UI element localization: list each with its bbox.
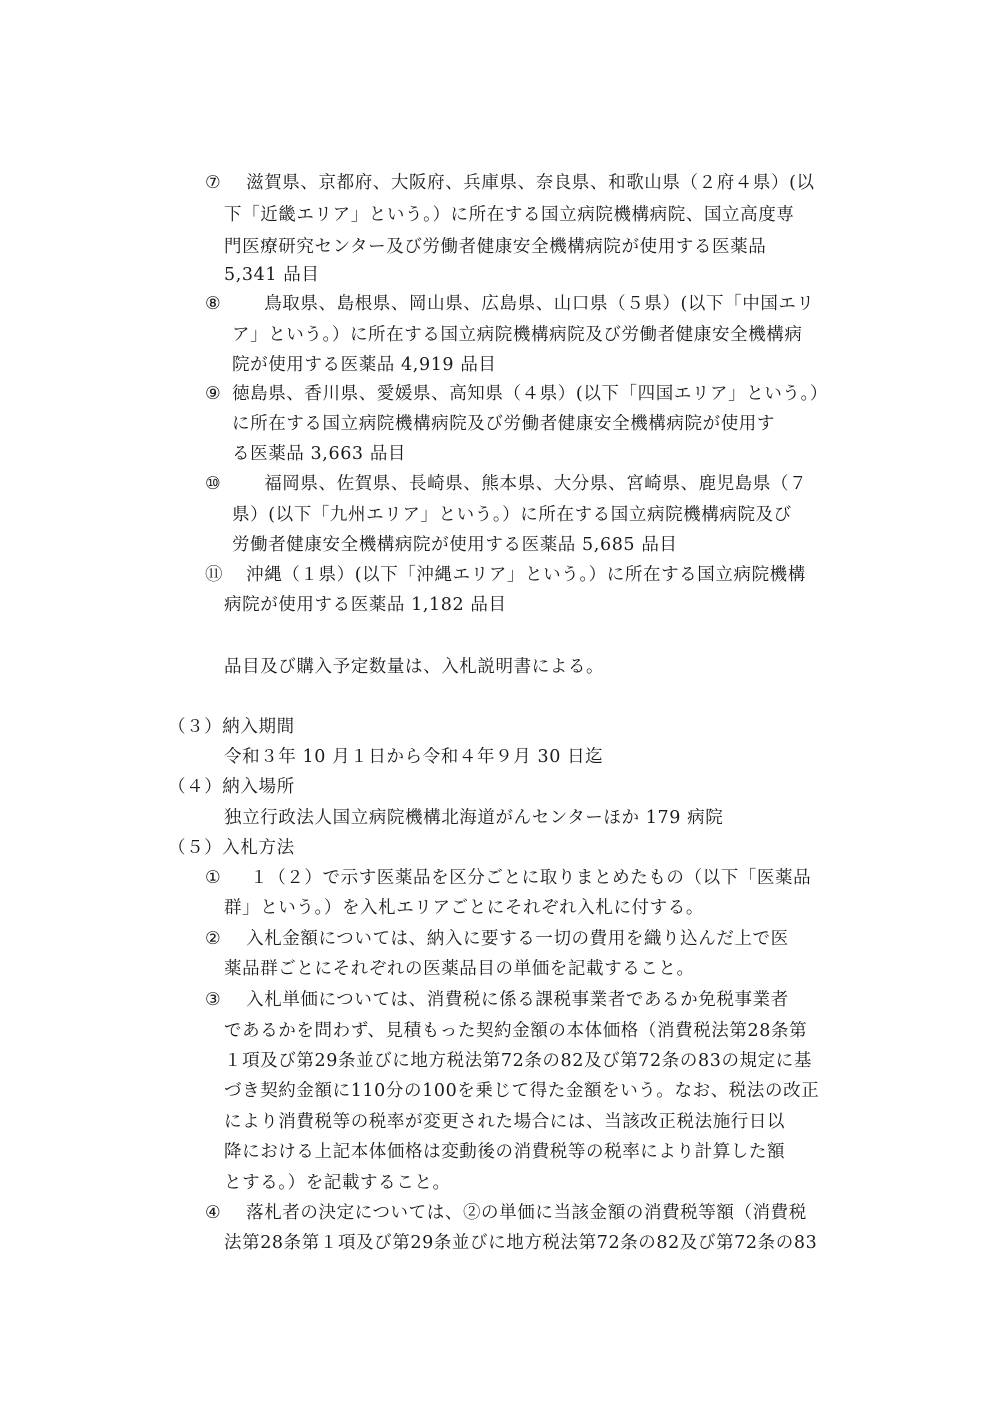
item-8-number: ⑧ <box>205 294 222 314</box>
s5-item-1-number: ① <box>205 868 222 888</box>
s5-item-3-line-1: 入札単価については、消費税に係る課税事業者であるか免税事業者 <box>228 990 789 1010</box>
item-10-number: ⑩ <box>205 474 222 494</box>
item-7-number: ⑦ <box>205 173 222 193</box>
s5-item-3-line-7: とする。）を記載すること。 <box>224 1173 451 1193</box>
s5-item-3-line-6: 降における上記本体価格は変動後の消費税等の税率により計算した額 <box>224 1142 786 1162</box>
s5-item-1-line-2: 群」という。）を入札エリアごとにそれぞれ入札に付する。 <box>224 898 704 918</box>
section-4-heading: （４）納入場所 <box>168 777 295 797</box>
item-9-line-1: 徳島県、香川県、愛媛県、高知県（４県）(以下「四国エリア」という。） <box>232 384 828 404</box>
item-7-line-1: 滋賀県、京都府、大阪府、兵庫県、奈良県、和歌山県（２府４県）(以 <box>228 173 815 193</box>
s5-item-4-number: ④ <box>205 1203 222 1223</box>
s5-item-3-line-5: により消費税等の税率が変更された場合には、当該改正税法施行日以 <box>224 1112 786 1132</box>
section-3-heading: （３）納入期間 <box>168 717 295 737</box>
s5-item-1-line-1: １（２）で示す医薬品を区分ごとに取りまとめたもの（以下「医薬品 <box>232 868 812 888</box>
s5-item-3-number: ③ <box>205 990 222 1010</box>
item-9-number: ⑨ <box>205 384 222 404</box>
s5-item-3-line-2: であるかを問わず、見積もった契約金額の本体価格（消費税法第28条第 <box>224 1021 808 1041</box>
item-9-line-3: る医薬品 3,663 品目 <box>232 444 407 464</box>
s5-item-2-line-2: 薬品群ごとにそれぞれの医薬品目の単価を記載すること。 <box>224 959 695 979</box>
s5-item-2-number: ② <box>205 929 222 949</box>
section-5-heading: （５）入札方法 <box>168 838 295 858</box>
s5-item-4-line-2: 法第28条第１項及び第29条並びに地方税法第72条の82及び第72条の83 <box>224 1233 818 1253</box>
item-10-line-1: 福岡県、佐賀県、長崎県、熊本県、大分県、宮崎県、鹿児島県（７ <box>228 474 808 494</box>
s5-item-3-line-3: １項及び第29条並びに地方税法第72条の82及び第72条の83の規定に基 <box>224 1051 812 1071</box>
item-11-line-1: 沖縄（１県）(以下「沖縄エリア」という。）に所在する国立病院機構 <box>228 565 806 585</box>
section-3-body: 令和３年 10 月１日から令和４年９月 30 日迄 <box>224 747 604 767</box>
item-7-line-2: 下「近畿エリア」という。）に所在する国立病院機構病院、国立高度専 <box>224 205 795 225</box>
section-4-body: 独立行政法人国立病院機構北海道がんセンターほか 179 病院 <box>224 808 724 828</box>
quantity-note: 品目及び購入予定数量は、入札説明書による。 <box>224 657 605 677</box>
item-8-line-1: 鳥取県、島根県、岡山県、広島県、山口県（５県）(以下「中国エリ <box>228 294 815 314</box>
item-7-line-3: 門医療研究センター及び労働者健康安全機構病院が使用する医薬品 <box>224 237 767 257</box>
s5-item-4-line-1: 落札者の決定については、②の単価に当該金額の消費税等額（消費税 <box>228 1203 807 1223</box>
item-11-line-2: 病院が使用する医薬品 1,182 品目 <box>224 595 507 615</box>
item-9-line-2: に所在する国立病院機構病院及び労働者健康安全機構病院が使用す <box>232 414 775 434</box>
item-8-line-2: ア」という。）に所在する国立病院機構病院及び労働者健康安全機構病 <box>232 325 803 345</box>
s5-item-2-line-1: 入札金額については、納入に要する一切の費用を織り込んだ上で医 <box>228 929 789 949</box>
s5-item-3-line-4: づき契約金額に110分の100を乗じて得た金額をいう。なお、税法の改正 <box>224 1081 820 1101</box>
item-8-line-3: 院が使用する医薬品 4,919 品目 <box>232 355 497 375</box>
item-7-line-4: 5,341 品目 <box>224 265 320 285</box>
item-10-line-3: 労働者健康安全機構病院が使用する医薬品 5,685 品目 <box>232 535 678 555</box>
item-11-number: ⑪ <box>205 565 224 585</box>
item-10-line-2: 県）(以下「九州エリア」という。）に所在する国立病院機構病院及び <box>232 505 792 525</box>
